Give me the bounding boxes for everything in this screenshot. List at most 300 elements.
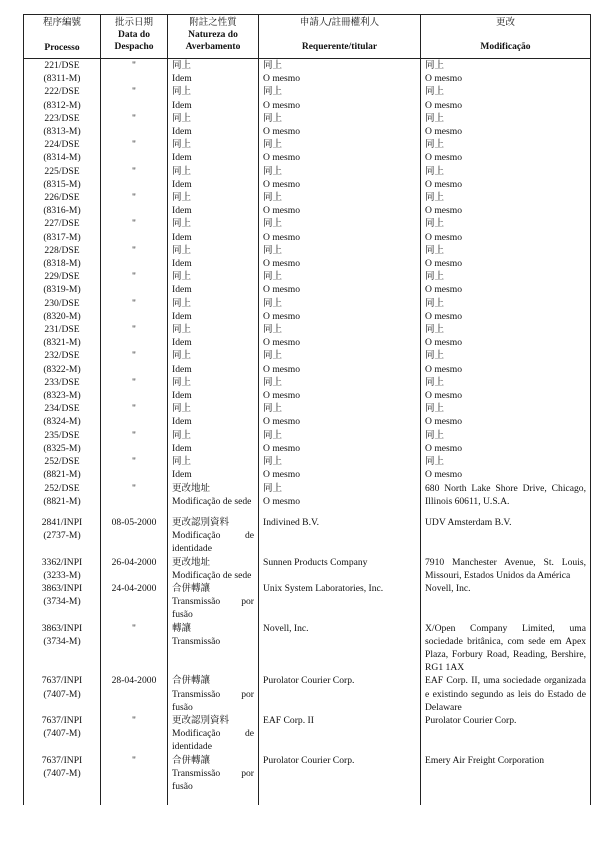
requerente-cell [259,165,421,191]
requerente-text: Purolator Courier Corp. [263,754,355,766]
natureza-zh: 同上 [172,244,192,256]
data-cell: " [101,376,168,402]
modificacao-cell [421,59,591,86]
processo-cell [24,482,101,508]
natureza-cell [168,516,259,556]
natureza-zh: 同上 [172,403,192,415]
natureza-pt: Transmissão por fusão [172,767,254,792]
requerente-cell [259,270,421,296]
modificacao-text: UDV Amsterdam B.V. [425,516,512,528]
processo-code: (3233-M) [43,569,81,581]
table-row [24,582,591,622]
processo-code: (8317-M) [43,231,81,243]
natureza-pt: Idem [172,390,192,402]
natureza-zh: 同上 [172,350,192,362]
modificacao-pt: O mesmo [425,469,463,481]
processo-number: 3863/INPI [41,622,83,634]
requerente-text: Unix System Laboratories, Inc. [263,582,384,594]
table-row [24,556,591,582]
requerente-pt: O mesmo [263,178,301,190]
modificacao-zh: 同上 [425,297,445,309]
processo-cell [24,112,101,138]
table-row [24,297,591,323]
requerente-pt: O mesmo [263,73,301,85]
modificacao-cell [421,482,591,508]
natureza-cell [168,556,259,582]
modificacao-pt: O mesmo [425,126,463,138]
processo-number: 3362/INPI [41,556,83,568]
data-cell: " [101,429,168,455]
table-row [24,455,591,481]
table-row [24,622,591,675]
modificacao-zh: 同上 [425,165,445,177]
table-row [24,138,591,164]
processo-code: (8313-M) [43,126,81,138]
processo-code: (8321-M) [43,337,81,349]
processo-number: 3863/INPI [41,582,83,594]
modificacao-zh: 同上 [425,271,445,283]
processo-code: (8318-M) [43,258,81,270]
table-row [24,191,591,217]
requerente-pt: O mesmo [263,258,301,270]
natureza-pt: Idem [172,231,192,243]
natureza-pt: Idem [172,73,192,85]
requerente-cell [259,112,421,138]
natureza-zh: 同上 [172,86,192,98]
modificacao-text: X/Open Company Limited, uma sociedade britânica, com sede em Apex Plaza, Forbury Road, Reading, Bershire, RG1 1AX [425,622,586,674]
processo-cell [24,349,101,375]
requerente-text: Novell, Inc. [263,622,309,634]
natureza-cell [168,191,259,217]
requerente-pt: O mesmo [263,469,301,481]
data-cell: " [101,217,168,243]
natureza-zh: 同上 [172,429,192,441]
processo-cell [24,754,101,806]
requerente-pt: O mesmo [263,284,301,296]
natureza-cell [168,402,259,428]
processo-code: (8320-M) [43,310,81,322]
requerente-pt: O mesmo [263,126,301,138]
table-row [24,270,591,296]
natureza-pt: Idem [172,469,192,481]
natureza-cell [168,674,259,714]
processo-number: 221/DSE [44,60,80,71]
natureza-pt: Idem [172,416,192,428]
modificacao-pt: O mesmo [425,284,463,296]
natureza-zh: 同上 [172,60,192,71]
data-cell: " [101,402,168,428]
processo-number: 7637/INPI [41,714,83,726]
modificacao-cell [421,582,591,622]
natureza-cell [168,85,259,111]
table-row [24,217,591,243]
natureza-pt: Idem [172,205,192,217]
header-modificacao: 更改 Modificação [421,15,591,59]
processo-number: 7637/INPI [41,754,83,766]
data-cell: " [101,714,168,754]
natureza-zh: 合併轉讓 [172,754,211,766]
modificacao-cell [421,516,591,556]
requerente-cell [259,297,421,323]
modificacao-cell [421,270,591,296]
natureza-zh: 轉讓 [172,622,192,634]
requerente-pt: O mesmo [263,99,301,111]
processo-code: (3734-M) [43,635,81,647]
natureza-zh: 更改認別資料 [172,516,230,528]
processo-number: 2841/INPI [41,516,83,528]
requerente-cell [259,455,421,481]
requerente-cell [259,482,421,508]
processo-cell [24,323,101,349]
table-row [24,376,591,402]
requerente-zh: 同上 [263,165,283,177]
table-row [24,323,591,349]
natureza-cell [168,323,259,349]
modificacao-pt: O mesmo [425,99,463,111]
requerente-zh: 同上 [263,482,283,494]
modificacao-cell [421,349,591,375]
table-body-dse [24,59,591,516]
data-cell: " [101,59,168,86]
requerente-pt: O mesmo [263,363,301,375]
modificacao-cell [421,138,591,164]
data-cell: " [101,112,168,138]
natureza-cell [168,429,259,455]
modificacao-cell [421,556,591,582]
requerente-cell [259,622,421,675]
natureza-zh: 同上 [172,165,192,177]
natureza-cell [168,59,259,86]
natureza-zh: 同上 [172,139,192,151]
requerente-zh: 同上 [263,403,283,415]
modificacao-zh: 同上 [425,376,445,388]
data-cell: " [101,482,168,508]
requerente-cell [259,59,421,86]
processo-code: (8316-M) [43,205,81,217]
data-cell: 28-04-2000 [101,674,168,714]
natureza-zh: 同上 [172,297,192,309]
processo-code: (8322-M) [43,363,81,375]
modificacao-pt: O mesmo [425,231,463,243]
natureza-pt: Idem [172,284,192,296]
requerente-text: EAF Corp. II [263,714,314,726]
processo-code: (3734-M) [43,596,81,608]
modificacao-cell [421,714,591,754]
requerente-pt: O mesmo [263,495,301,507]
processo-code: (2737-M) [43,530,81,542]
requerente-cell [259,349,421,375]
modificacao-cell [421,622,591,675]
processo-number: 7637/INPI [41,675,83,687]
processo-number: 235/DSE [44,429,80,441]
requerente-zh: 同上 [263,271,283,283]
requerente-cell [259,402,421,428]
modificacao-pt: O mesmo [425,73,463,85]
table-row [24,244,591,270]
processo-code: (7407-M) [43,728,81,740]
processo-number: 222/DSE [44,86,80,98]
requerente-zh: 同上 [263,376,283,388]
processo-cell [24,582,101,622]
data-cell: " [101,244,168,270]
processo-number: 232/DSE [44,350,80,362]
processo-cell [24,429,101,455]
data-cell: " [101,622,168,675]
requerente-cell [259,138,421,164]
requerente-cell [259,85,421,111]
requerente-zh: 同上 [263,456,283,468]
requerente-cell [259,556,421,582]
table-row [24,516,591,556]
modificacao-zh: 同上 [425,429,445,441]
modificacao-pt: O mesmo [425,416,463,428]
modificacao-pt: O mesmo [425,363,463,375]
processo-number: 229/DSE [44,271,80,283]
requerente-cell [259,582,421,622]
data-cell: " [101,754,168,806]
natureza-zh: 合併轉讓 [172,582,211,594]
requerente-zh: 同上 [263,324,283,336]
processo-cell [24,270,101,296]
processo-number: 233/DSE [44,376,80,388]
natureza-zh: 同上 [172,324,192,336]
modificacao-cell [421,455,591,481]
requerente-zh: 同上 [263,139,283,151]
requerente-zh: 同上 [263,112,283,124]
natureza-cell [168,349,259,375]
data-cell: " [101,297,168,323]
processo-code: (7407-M) [43,688,81,700]
processo-number: 226/DSE [44,192,80,204]
requerente-pt: O mesmo [263,205,301,217]
processo-cell [24,138,101,164]
processo-code: (8314-M) [43,152,81,164]
modificacao-text: Purolator Courier Corp. [425,714,517,726]
natureza-pt: Transmissão por fusão [172,688,254,713]
natureza-cell [168,217,259,243]
modificacao-zh: 同上 [425,139,445,151]
processo-cell [24,85,101,111]
modificacao-zh: 同上 [425,403,445,415]
modificacao-cell [421,165,591,191]
processo-code: (8312-M) [43,99,81,111]
natureza-zh: 同上 [172,218,192,230]
requerente-cell [259,244,421,270]
natureza-pt: Modificação de sede [172,495,252,507]
header-processo: 程序編號 Processo [24,15,101,59]
natureza-pt: Transmissão por fusão [172,596,254,621]
natureza-cell [168,165,259,191]
modificacao-zh: 同上 [425,244,445,256]
modificacao-pt: O mesmo [425,178,463,190]
natureza-cell [168,138,259,164]
table-header-row [24,15,591,59]
natureza-pt: Idem [172,258,192,270]
natureza-zh: 合併轉讓 [172,675,211,687]
natureza-zh: 更改認別資料 [172,714,230,726]
natureza-cell [168,622,259,675]
natureza-zh: 更改地址 [172,482,211,494]
processo-code: (7407-M) [43,767,81,779]
modificacao-pt: O mesmo [425,258,463,270]
natureza-pt: Modificação de sede [172,569,252,581]
processo-cell [24,191,101,217]
modificacao-pt: O mesmo [425,337,463,349]
modificacao-text: Novell, Inc. [425,582,471,594]
table-row [24,714,591,754]
modificacao-pt: O mesmo [425,310,463,322]
processo-cell [24,714,101,754]
modificacao-text: 7910 Manchester Avenue, St. Louis, Missouri, Estados Unidos da América [425,556,586,581]
processo-number: 227/DSE [44,218,80,230]
natureza-zh: 同上 [172,456,192,468]
natureza-pt: Idem [172,310,192,322]
spacer-cell [168,508,259,516]
table-row [24,85,591,111]
data-cell: " [101,138,168,164]
row-spacer [24,508,591,516]
processo-code: (8323-M) [43,390,81,402]
table-row [24,482,591,508]
modificacao-cell [421,429,591,455]
processo-number: 223/DSE [44,112,80,124]
natureza-zh: 同上 [172,112,192,124]
requerente-cell [259,714,421,754]
natureza-cell [168,112,259,138]
requerente-pt: O mesmo [263,390,301,402]
requerente-zh: 同上 [263,60,283,71]
natureza-cell [168,270,259,296]
requerente-cell [259,323,421,349]
processo-code: (8311-M) [43,73,81,85]
data-cell: " [101,270,168,296]
modificacao-cell [421,376,591,402]
requerente-zh: 同上 [263,218,283,230]
natureza-cell [168,244,259,270]
data-cell: " [101,165,168,191]
spacer-cell [421,508,591,516]
data-cell: " [101,455,168,481]
processo-number: 252/DSE [44,456,80,468]
natureza-pt: Idem [172,337,192,349]
table-row [24,349,591,375]
processo-code: (8324-M) [43,416,81,428]
processo-number: 234/DSE [44,403,80,415]
spacer-cell [101,508,168,516]
modificacao-cell [421,112,591,138]
processo-code: (8325-M) [43,442,81,454]
processo-cell [24,402,101,428]
processo-number: 225/DSE [44,165,80,177]
processo-number: 228/DSE [44,244,80,256]
processo-number: 252/DSE [44,482,80,494]
natureza-zh: 同上 [172,376,192,388]
natureza-cell [168,482,259,508]
modificacao-cell [421,402,591,428]
processo-number: 230/DSE [44,297,80,309]
requerente-cell [259,191,421,217]
modificacao-cell [421,754,591,806]
modificacao-zh: 同上 [425,86,445,98]
modificacao-cell [421,191,591,217]
requerente-text: Indivined B.V. [263,516,320,528]
natureza-cell [168,714,259,754]
spacer-cell [24,508,101,516]
processo-cell [24,244,101,270]
data-cell: 24-04-2000 [101,582,168,622]
table-body-inpi [24,516,591,805]
modificacao-pt: O mesmo [425,205,463,217]
header-data-despacho: 批示日期 Data do Despacho [101,15,168,59]
table-row [24,754,591,806]
natureza-zh: 更改地址 [172,556,211,568]
requerente-pt: O mesmo [263,231,301,243]
processo-code: (8315-M) [43,178,81,190]
requerente-pt: O mesmo [263,337,301,349]
processo-code: (8821-M) [43,469,81,481]
processo-cell [24,674,101,714]
processo-cell [24,556,101,582]
processo-cell [24,59,101,86]
modificacao-cell [421,244,591,270]
processo-code: (8319-M) [43,284,81,296]
header-requerente: 申請人/註冊權利人 Requerente/titular [259,15,421,59]
processo-number: 231/DSE [44,324,80,336]
requerente-zh: 同上 [263,350,283,362]
requerente-pt: O mesmo [263,442,301,454]
processo-cell [24,516,101,556]
modificacao-cell [421,323,591,349]
natureza-pt: Idem [172,442,192,454]
natureza-pt: Transmissão [172,635,221,647]
modificacao-zh: 同上 [425,324,445,336]
averbamentos-table [23,14,591,805]
natureza-pt: Modificação de identidade [172,728,254,753]
requerente-text: Purolator Courier Corp. [263,675,355,687]
natureza-cell [168,455,259,481]
table-row [24,165,591,191]
modificacao-zh: 同上 [425,456,445,468]
requerente-zh: 同上 [263,192,283,204]
modificacao-text: Emery Air Freight Corporation [425,754,545,766]
data-cell: " [101,323,168,349]
data-cell: " [101,349,168,375]
requerente-zh: 同上 [263,244,283,256]
table-row [24,402,591,428]
requerente-cell [259,516,421,556]
modificacao-cell [421,297,591,323]
requerente-zh: 同上 [263,86,283,98]
natureza-pt: Idem [172,99,192,111]
modificacao-pt: O mesmo [425,390,463,402]
table-row [24,59,591,86]
modificacao-zh: 同上 [425,192,445,204]
requerente-zh: 同上 [263,297,283,309]
modificacao-cell [421,85,591,111]
natureza-pt: Modificação de identidade [172,530,254,555]
processo-cell [24,622,101,675]
natureza-pt: Idem [172,178,192,190]
table-row [24,112,591,138]
modificacao-text: EAF Corp. II, uma sociedade organizada e existindo segundo as leis do Estado de Delaware [425,675,586,713]
natureza-cell [168,376,259,402]
table-row [24,674,591,714]
modificacao-text: 680 North Lake Shore Drive, Chicago, Illinois 60611, U.S.A. [425,482,586,507]
requerente-cell [259,376,421,402]
modificacao-zh: 同上 [425,218,445,230]
processo-number: 224/DSE [44,139,80,151]
requerente-text: Sunnen Products Company [263,556,368,568]
